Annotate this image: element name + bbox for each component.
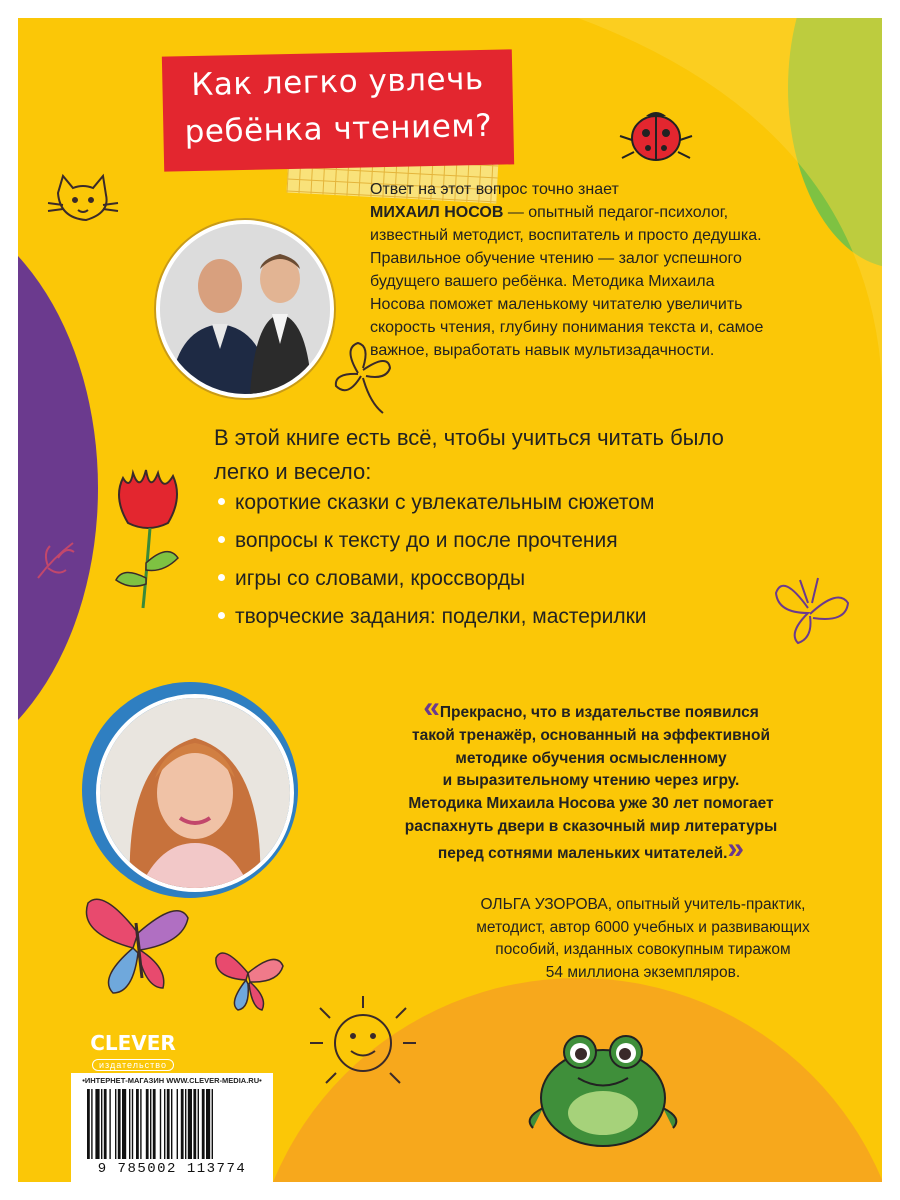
intro-line-4: Правильное обучение чтению — залог успешного: [370, 250, 742, 267]
quote-line-3: методике обучения осмысленному: [455, 749, 727, 767]
barcode-bar: [109, 1089, 110, 1159]
quote-line-6: распахнуть двери в сказочный мир литературы: [404, 817, 778, 835]
barcode-bar: [202, 1089, 205, 1159]
publisher-subtitle: издательство: [92, 1059, 174, 1071]
title-banner: [162, 49, 514, 171]
barcode-bar: [212, 1089, 213, 1159]
barcode-box: [71, 1073, 273, 1182]
barcode-bar: [101, 1089, 102, 1159]
title-line-2: ребёнка чтением?: [184, 107, 493, 151]
quote-close-mark: »: [727, 831, 745, 865]
quote-author-credit: [448, 894, 838, 984]
barcode-bar: [160, 1089, 161, 1159]
barcode-bar: [87, 1089, 90, 1159]
reviewer-photo-olga: [96, 694, 294, 892]
quote-line-5: Методика Михаила Носова уже 30 лет помогает: [408, 795, 774, 813]
barcode-number: 9 785002 113774: [97, 1161, 247, 1177]
barcode-bar: [91, 1089, 92, 1159]
barcode-bar: [146, 1089, 149, 1159]
quote-line-1: «Прекрасно, что в издательстве появился: [423, 691, 759, 724]
barcode-bar: [132, 1089, 133, 1159]
list-item-text: вопросы к тексту до и после прочтения: [235, 529, 618, 552]
cover-artwork: [18, 18, 882, 1182]
barcode-bar: [164, 1089, 165, 1159]
list-item: [218, 491, 654, 515]
quote-line-4: и выразительному чтению через игру.: [442, 772, 740, 790]
barcode-bar: [185, 1089, 186, 1159]
intro-line-8: важное, выработать навык мультизадачности.: [370, 342, 715, 359]
butterfly-small-icon: [216, 953, 283, 1010]
author-photo-mikhail: [156, 220, 334, 398]
intro-line-5: будущего вашего ребёнка. Методика Михаила: [370, 273, 715, 290]
list-intro-line-2: легко и весело:: [214, 459, 372, 484]
author-line-2: методист, автор 6000 учебных и развивающих: [476, 918, 810, 936]
barcode-bar: [177, 1089, 178, 1159]
intro-line-6: Носова поможет маленькому читателю увеличить: [370, 296, 743, 313]
barcode-bar: [193, 1089, 196, 1159]
intro-line-7: скорость чтения, глубину понимания текста и, самое: [370, 319, 764, 336]
barcode-bar: [198, 1089, 199, 1159]
intro-paragraph: [370, 178, 810, 362]
tulip-flower-icon: [116, 470, 178, 608]
quote-line-2: такой тренажёр, основанный на эффективной: [411, 726, 771, 744]
quote-line-7: перед сотнями маленьких читателей.»: [437, 831, 745, 865]
ladybug-icon: [620, 112, 692, 160]
barcode-bar: [95, 1089, 99, 1159]
barcode-bar: [171, 1089, 172, 1159]
barcode-bar: [122, 1089, 126, 1159]
barcode-bar: [140, 1089, 141, 1159]
list-item: [218, 605, 647, 629]
list-item-text: игры со словами, кроссворды: [235, 567, 526, 590]
author-line-3: пособий, изданных совокупным тиражом: [495, 941, 791, 958]
title-line-1: Как легко увлечь: [190, 60, 484, 104]
list-item: [218, 529, 618, 553]
barcode-bar: [129, 1089, 130, 1159]
cat-doodle-icon: [48, 176, 118, 220]
shop-url-label: •ИНТЕРНЕТ-МАГАЗИН WWW.CLEVER-MEDIA.RU•: [82, 1076, 262, 1085]
list-intro-line-1: В этой книге есть всё, чтобы учиться читать было: [214, 425, 724, 450]
publisher-name: CLEVER: [90, 1031, 176, 1055]
barcode-bars: [83, 1089, 261, 1161]
butterfly-doodle-icon: [776, 578, 848, 643]
barcode-bar: [167, 1089, 170, 1159]
barcode-bar: [181, 1089, 184, 1159]
quote-open-mark: «: [423, 691, 440, 724]
list-item: [218, 567, 525, 591]
intro-line-1: Ответ на этот вопрос точно знает: [370, 181, 619, 198]
intro-line-2-rest: — опытный педагог-психолог,: [503, 204, 729, 221]
butterfly-large-icon: [86, 899, 188, 993]
author-line-1: ОЛЬГА УЗОРОВА, опытный учитель-практик,: [480, 896, 806, 913]
barcode-bar: [115, 1089, 116, 1159]
barcode-bar: [153, 1089, 156, 1159]
photo-woman-illustration: [100, 698, 290, 888]
photo-men-illustration: [160, 224, 330, 394]
barcode-bar: [104, 1089, 107, 1159]
intro-line-2: [370, 201, 810, 224]
author-line-4: 54 миллиона экземпляров.: [545, 963, 741, 981]
purple-arc-shape: [18, 198, 98, 778]
review-quote: [376, 691, 806, 866]
list-intro: [214, 421, 774, 489]
barcode-bar: [136, 1089, 139, 1159]
page-title: [162, 55, 514, 156]
list-item-text: короткие сказки с увлекательным сюжетом: [235, 491, 655, 514]
publisher-logo: [78, 1031, 188, 1073]
list-item-text: творческие задания: поделки, мастерилки: [235, 605, 647, 628]
barcode-bar: [188, 1089, 192, 1159]
intro-line-3: известный методист, воспитатель и просто дедушка.: [370, 227, 762, 244]
barcode-bar: [206, 1089, 210, 1159]
barcode-bar: [150, 1089, 151, 1159]
intro-author-name: МИХАИЛ НОСОВ: [370, 204, 504, 221]
barcode-bar: [118, 1089, 121, 1159]
